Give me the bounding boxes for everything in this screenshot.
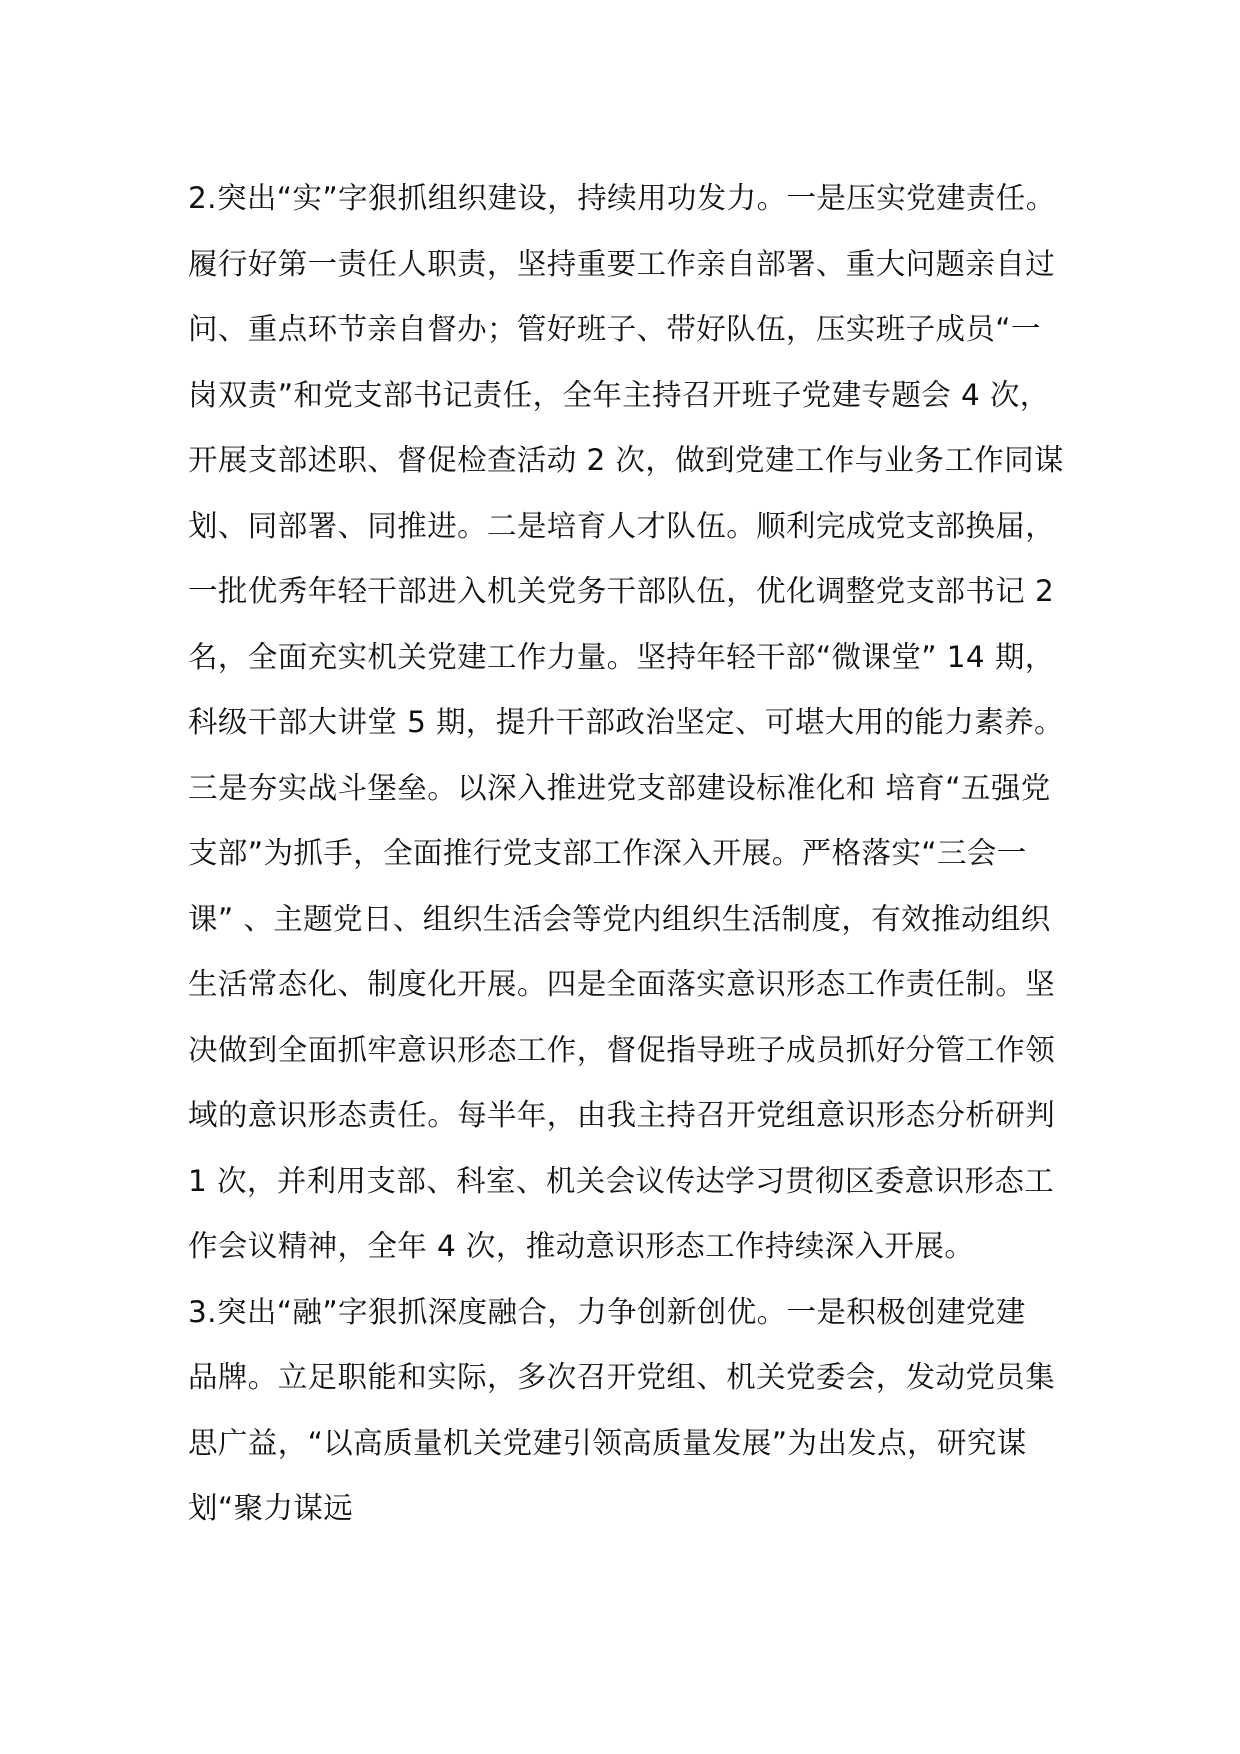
text-line: 开展支部述职、督促检查活动 2 次，做到党建工作与业务工作同谋 bbox=[188, 443, 1064, 477]
text-line: 作会议精神，全年 4 次，推动意识形态工作持续深入开展。 bbox=[188, 1229, 975, 1263]
text-line: 品牌。立足职能和实际，多次召开党组、机关党委会，发动党员集 bbox=[188, 1360, 1056, 1394]
text-line: 支部”为抓手，全面推行党支部工作深入开展。严格落实“三会一 bbox=[188, 836, 1027, 870]
text-line: 名，全面充实机关党建工作力量。坚持年轻干部“微课堂” 14 期， bbox=[188, 639, 1055, 674]
text-line: 问、重点环节亲自督办；管好班子、带好队伍，压实班子成员“一 bbox=[188, 312, 1041, 346]
text-line: 1 次，并利用支部、科室、机关会议传达学习贯彻区委意识形态工 bbox=[188, 1163, 1055, 1198]
text-line: 岗双责”和党支部书记责任，全年主持召开班子党建专题会 4 次， bbox=[188, 377, 1050, 412]
text-line: 划、同部署、同推进。二是培育人才队伍。顺利完成党支部换届， bbox=[188, 508, 1056, 543]
text-line: 3.突出“融”字狠抓深度融合，力争创新创优。一是积极创建党建 bbox=[188, 1294, 1026, 1329]
text-line: 科级干部大讲堂 5 期，提升干部政治坚定、可堪大用的能力素养。 bbox=[188, 705, 1064, 739]
text-line: 生活常态化、制度化开展。四是全面落实意识形态工作责任制。坚 bbox=[188, 967, 1056, 1001]
text-line: 课” 、主题党日、组织生活会等党内组织生活制度，有效推动组织 bbox=[188, 901, 1051, 936]
text-line: 履行好第一责任人职责，坚持重要工作亲自部署、重大问题亲自过 bbox=[188, 246, 1056, 281]
text-line: 决做到全面抓牢意识形态工作，督促指导班子成员抓好分管工作领 bbox=[188, 1032, 1056, 1067]
text-line: 划“聚力谋远 bbox=[188, 1491, 354, 1525]
text-line: 三是夯实战斗堡垒。以深入推进党支部建设标准化和 培育“五强党 bbox=[188, 770, 1051, 805]
text-line: 域的意识形态责任。每半年，由我主持召开党组意识形态分析研判 bbox=[188, 1098, 1056, 1132]
text-line: 2.突出“实”字狠抓组织建设，持续用功发力。一是压实党建责任。 bbox=[188, 181, 1056, 215]
document-body bbox=[188, 166, 1068, 1542]
text-line: 一批优秀年轻干部进入机关党务干部队伍，优化调整党支部书记 2 bbox=[188, 574, 1055, 608]
text-line: 思广益，“以高质量机关党建引领高质量发展”为出发点，研究谋 bbox=[188, 1425, 1027, 1460]
